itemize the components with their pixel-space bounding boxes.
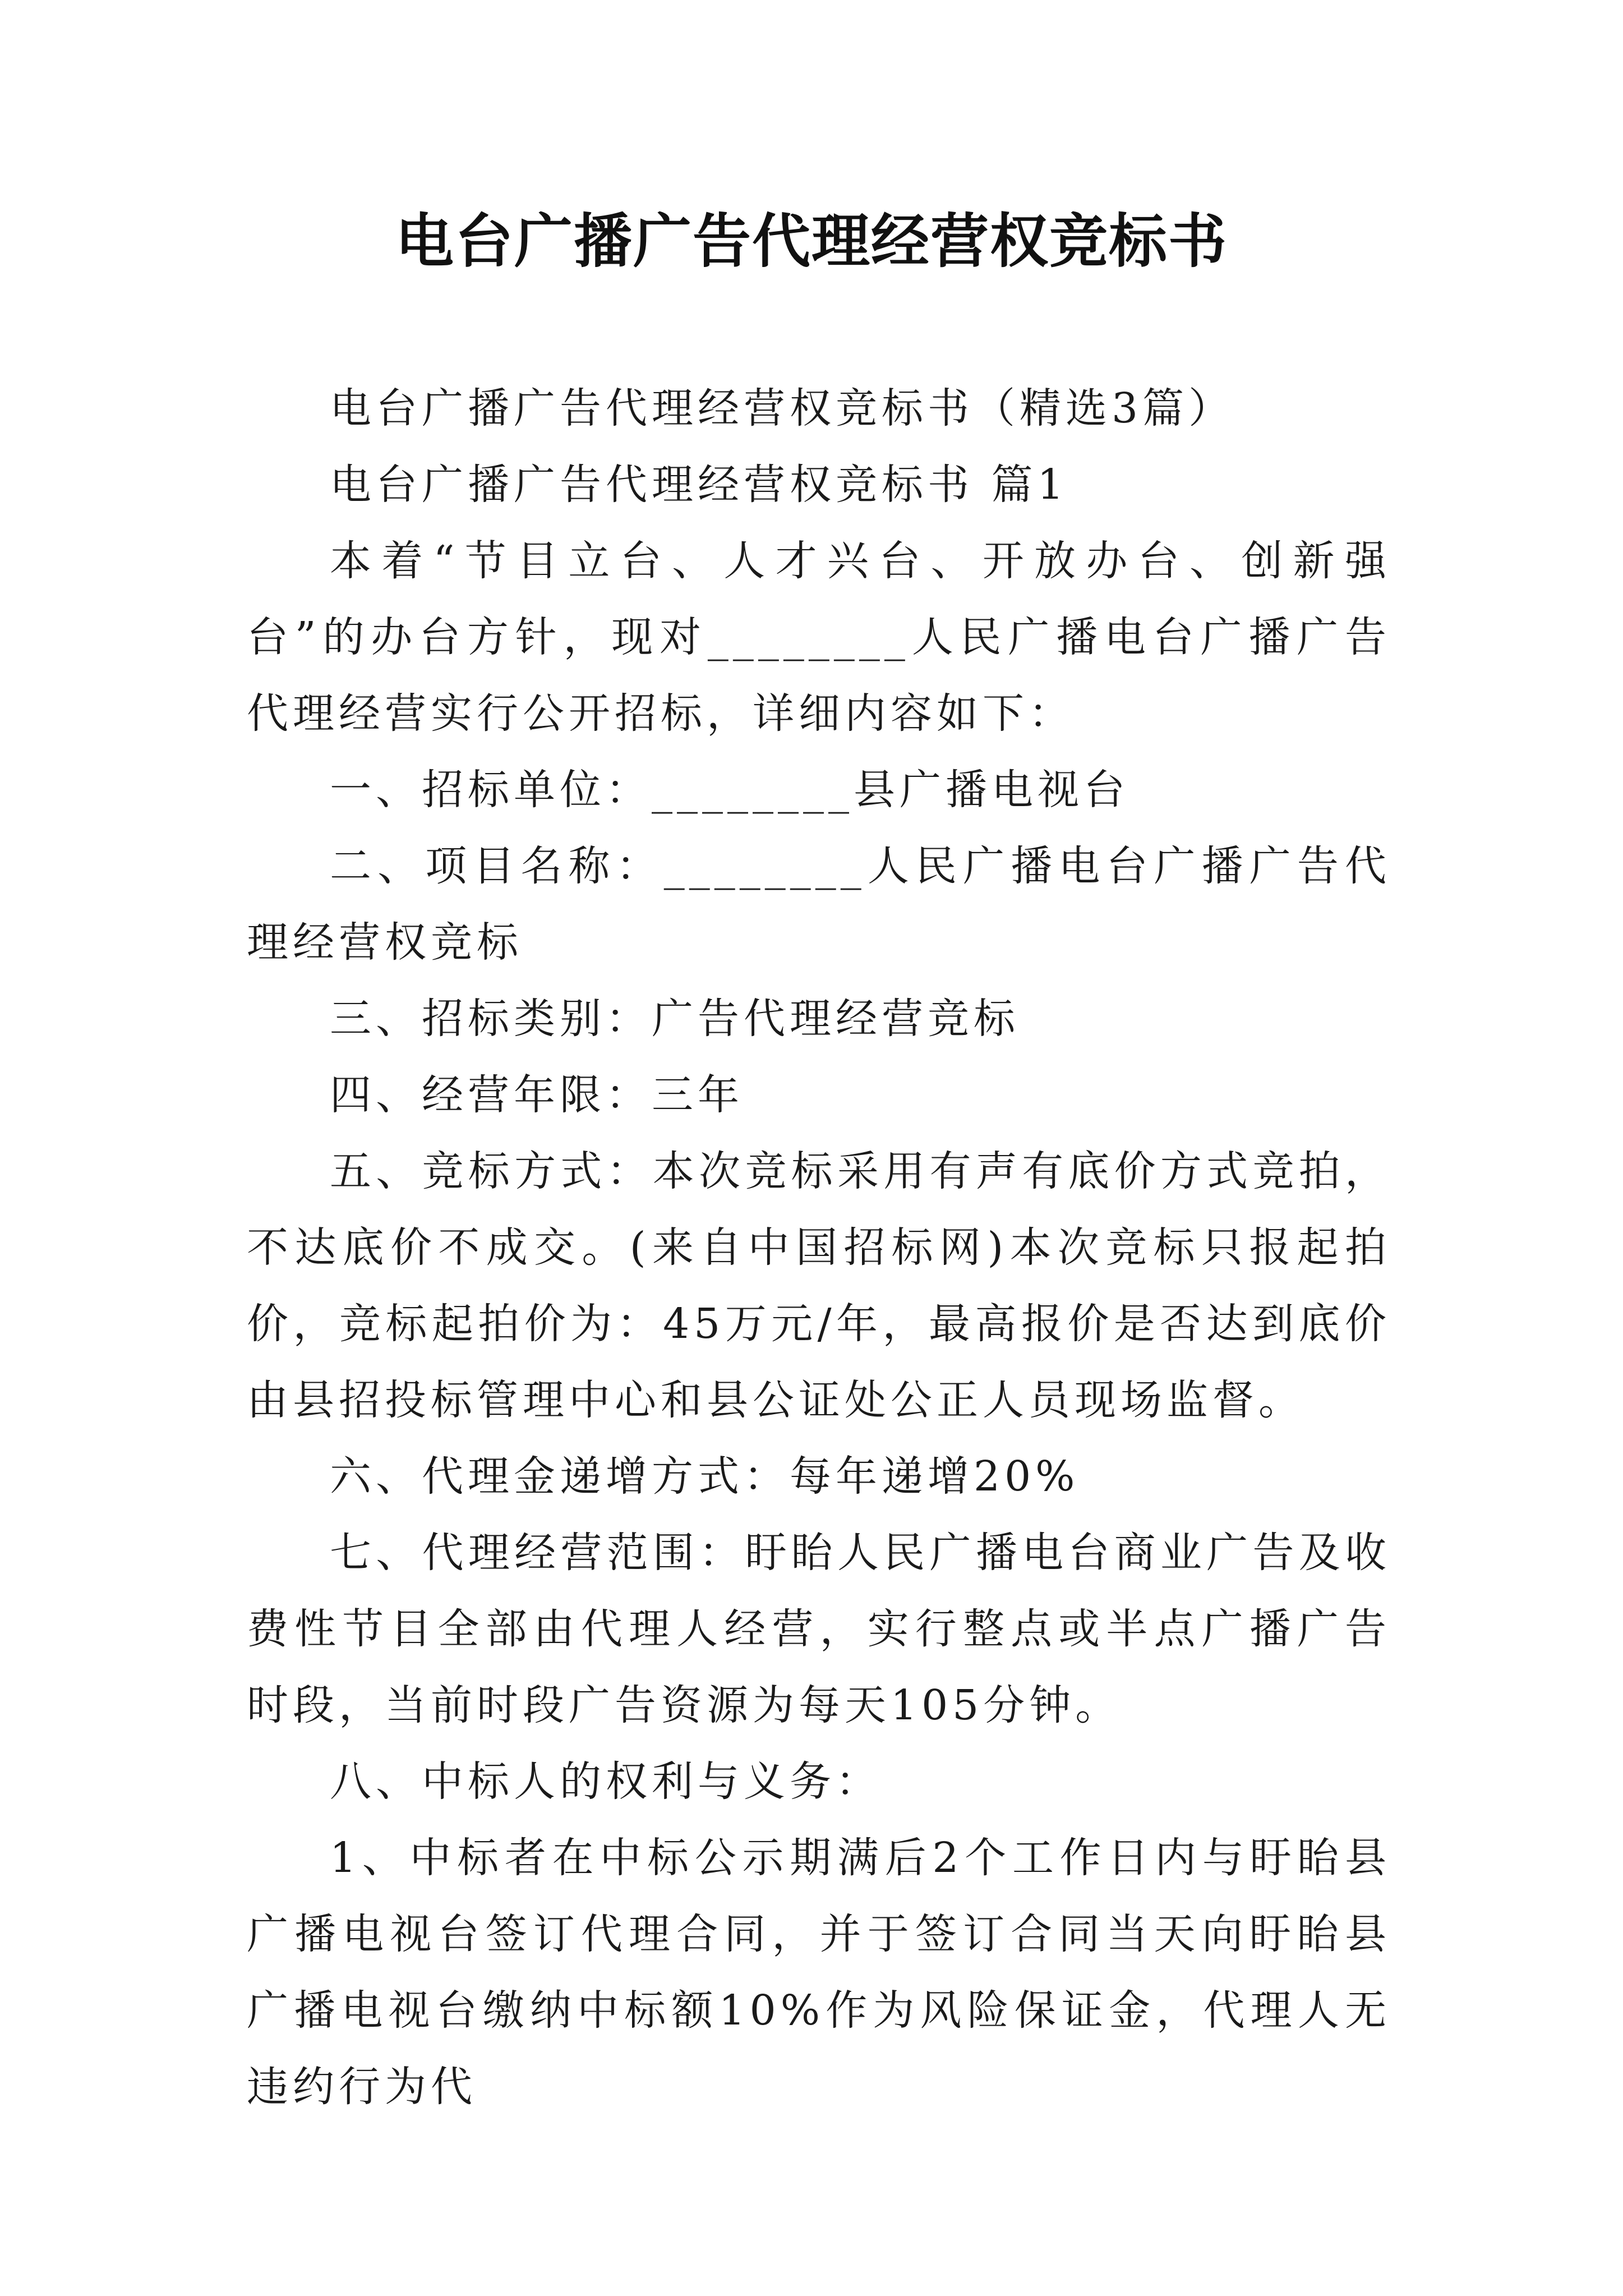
paragraph-item-4: 四、经营年限：三年 <box>330 1071 744 1119</box>
document-title: 电台广播广告代理经营权竞标书 <box>395 206 1228 275</box>
paragraph-item-7: 七、代理经营范围：盱眙人民广播电台商业广告及收费性节目全部由代理人经营，实行整点或半点广播广告时段，当前时段广告资源为每天105分钟。 <box>247 1529 1391 1729</box>
paragraph-item-5: 五、竞标方式：本次竞标采用有声有底价方式竞拍，不达底价不成交。(来自中国招标网)本次竞标只报起拍价，竞标起拍价为：45万元/年，最高报价是否达到底价由县招投标管理中心和县公证处公正人员现场监督。 <box>247 1147 1391 1424</box>
paragraph-part-heading: 电台广播广告代理经营权竞标书 篇1 <box>330 461 1068 509</box>
paragraph-item-2: 二、项目名称：________人民广播电台广播广告代理经营权竞标 <box>247 842 1391 967</box>
paragraph-subtitle: 电台广播广告代理经营权竞标书（精选3篇） <box>330 384 1235 432</box>
paragraph-item-8: 八、中标人的权利与义务： <box>330 1757 882 1806</box>
paragraph-intro: 本着“节目立台、人才兴台、开放办台、创新强台”的办台方针，现对________人民广播电台广播广告代理经营实行公开招标，详细内容如下： <box>247 537 1391 738</box>
paragraph-item-8-1: 1、中标者在中标公示期满后2个工作日内与盱眙县广播电视台签订代理合同，并于签订合同当天向盱眙县广播电视台缴纳中标额10%作为风险保证金，代理人无违约行为代 <box>247 1834 1391 2111</box>
paragraph-item-1: 一、招标单位：________县广播电视台 <box>330 766 1129 814</box>
document-body <box>247 370 1391 2125</box>
paragraph-item-6: 六、代理金递增方式：每年递增20% <box>330 1452 1080 1501</box>
paragraph-item-3: 三、招标类别：广告代理经营竞标 <box>330 995 1020 1043</box>
